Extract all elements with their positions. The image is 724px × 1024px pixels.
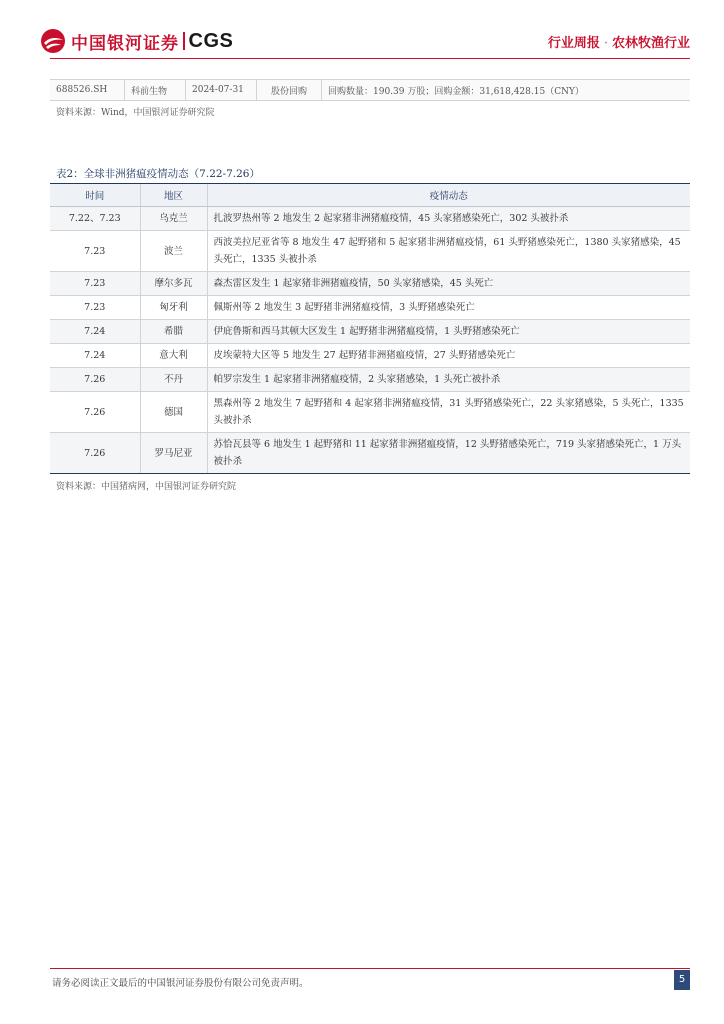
source-note: 资料来源：Wind，中国银河证券研究院 (56, 108, 215, 118)
logo-english-name: CGS (188, 29, 234, 52)
table-cell: 科前生物 (125, 80, 186, 101)
table-row (50, 207, 690, 231)
region-cell: 波兰 (140, 231, 207, 272)
detail-cell: 苏恰瓦县等 6 地发生 1 起野猪和 11 起家猪非洲猪瘟疫情，12 头野猪感染死亡，719 头家猪感染死亡，1 万头被扑杀 (207, 433, 690, 474)
table-row (50, 231, 690, 272)
region-cell: 罗马尼亚 (140, 433, 207, 474)
report-type-separator: · (603, 36, 608, 51)
region-cell: 不丹 (140, 368, 207, 392)
page-number: 5 (674, 970, 690, 990)
report-type (548, 32, 690, 51)
column-header: 时间 (50, 184, 140, 207)
time-cell: 7.23 (50, 231, 140, 272)
time-cell: 7.24 (50, 320, 140, 344)
table-row (50, 433, 690, 474)
table-row (50, 272, 690, 296)
buyback-table-fragment (50, 79, 690, 101)
detail-cell: 佩斯州等 2 地发生 3 起野猪非洲猪瘟疫情，3 头野猪感染死亡 (207, 296, 690, 320)
table-row (50, 344, 690, 368)
region-cell: 希腊 (140, 320, 207, 344)
column-header: 地区 (140, 184, 207, 207)
company-logo (40, 27, 233, 55)
time-cell: 7.26 (50, 433, 140, 474)
detail-cell: 帕罗宗发生 1 起家猪非洲猪瘟疫情，2 头家猪感染，1 头死亡被扑杀 (207, 368, 690, 392)
region-cell: 德国 (140, 392, 207, 433)
time-cell: 7.22、7.23 (50, 207, 140, 231)
table-row (50, 80, 690, 101)
logo-chinese-name: 中国银河证券 (71, 33, 179, 54)
asf-outbreak-table (50, 183, 690, 474)
header-divider (50, 58, 690, 59)
table-cell: 688526.SH (50, 80, 125, 101)
table-row (50, 296, 690, 320)
table-header-row (50, 184, 690, 207)
time-cell: 7.23 (50, 272, 140, 296)
time-cell: 7.26 (50, 392, 140, 433)
region-cell: 匈牙利 (140, 296, 207, 320)
detail-cell: 森杰雷区发生 1 起家猪非洲猪瘟疫情，50 头家猪感染，45 头死亡 (207, 272, 690, 296)
detail-cell: 黑森州等 2 地发生 7 起野猪和 4 起家猪非洲猪瘟疫情，31 头野猪感染死亡，22 头家猪感染，5 头死亡，1335 头被扑杀 (207, 392, 690, 433)
galaxy-logo-icon (40, 28, 66, 54)
region-cell: 意大利 (140, 344, 207, 368)
time-cell: 7.26 (50, 368, 140, 392)
table-cell: 回购数量：190.39 万股；回购金额：31,618,428.15（CNY） (322, 80, 691, 101)
detail-cell: 皮埃蒙特大区等 5 地发生 27 起野猪非洲猪瘟疫情，27 头野猪感染死亡 (207, 344, 690, 368)
logo-divider (183, 32, 185, 50)
detail-cell: 伊庇鲁斯和西马其顿大区发生 1 起野猪非洲猪瘟疫情，1 头野猪感染死亡 (207, 320, 690, 344)
table-cell: 2024-07-31 (186, 80, 257, 101)
region-cell: 摩尔多瓦 (140, 272, 207, 296)
table-row (50, 392, 690, 433)
disclaimer-text: 请务必阅读正文最后的中国银河证券股份有限公司免责声明。 (52, 978, 309, 989)
table-row (50, 320, 690, 344)
industry-label: 农林牧渔行业 (611, 36, 690, 51)
region-cell: 乌克兰 (140, 207, 207, 231)
source-note: 资料来源：中国猪病网，中国银河证券研究院 (56, 482, 237, 492)
table-row (50, 368, 690, 392)
time-cell: 7.24 (50, 344, 140, 368)
detail-cell: 西波美拉尼亚省等 8 地发生 47 起野猪和 5 起家猪非洲猪瘟疫情，61 头野猪感染死亡，1380 头家猪感染，45 头死亡，1335 头被扑杀 (207, 231, 690, 272)
time-cell: 7.23 (50, 296, 140, 320)
column-header: 疫情动态 (207, 184, 690, 207)
detail-cell: 扎波罗热州等 2 地发生 2 起家猪非洲猪瘟疫情，45 头家猪感染死亡，302 头被扑杀 (207, 207, 690, 231)
page-header (0, 0, 724, 60)
footer-divider (50, 968, 690, 969)
table-title: 表2：全球非洲猪瘟疫情动态（7.22-7.26） (56, 168, 260, 180)
table-cell: 股份回购 (257, 80, 322, 101)
report-type-label: 行业周报 (547, 36, 600, 51)
